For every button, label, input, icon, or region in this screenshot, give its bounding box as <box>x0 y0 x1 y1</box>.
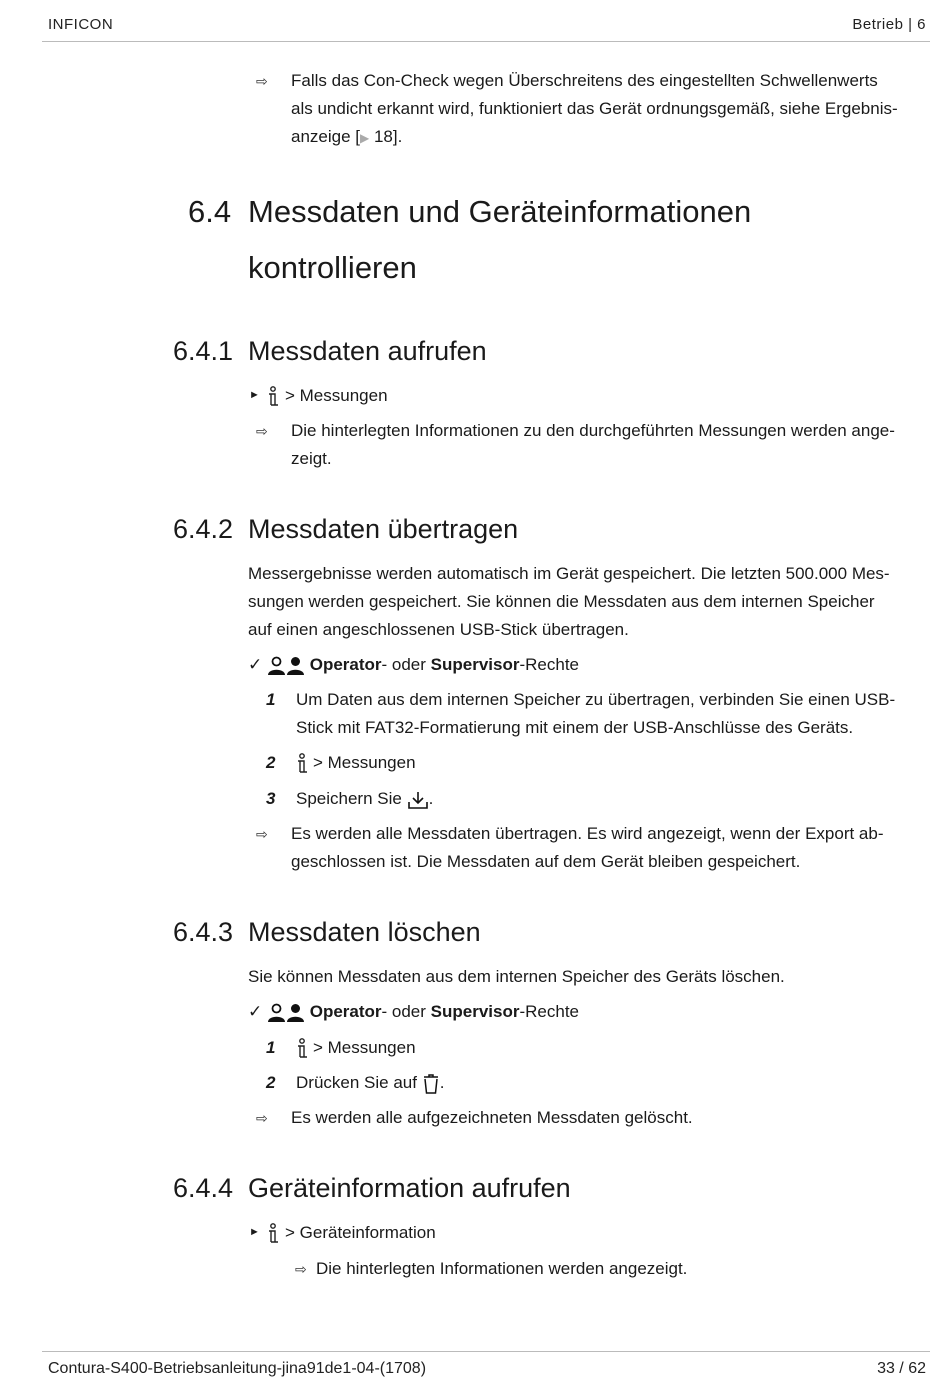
intro-result-line-2: als undicht erkannt wird, funktioniert das Gerät ordnungsgemäß, siehe Ergebnis- <box>291 99 898 118</box>
section-6-4-4-number: 6.4.4 <box>173 1173 234 1203</box>
header-divider <box>42 41 930 42</box>
step-number: 1 <box>266 690 276 709</box>
user-icon <box>267 655 286 674</box>
section-6-4-4-action: > Geräteinformation <box>285 1223 436 1242</box>
section-6-4-3-number: 6.4.3 <box>173 917 234 947</box>
section-6-4-2-result-line-2: geschlossen ist. Die Messdaten auf dem Gerät bleiben gespeichert. <box>291 852 801 871</box>
footer-page-number: 33 / 62 <box>877 1360 926 1377</box>
section-6-4-3-step-2: Drücken Sie auf . <box>296 1073 445 1092</box>
link-arrow-icon[interactable]: ▶ <box>360 131 370 145</box>
section-6-4-1-result-line-2: zeigt. <box>291 449 332 468</box>
section-6-4-2-para-line-1: Messergebnisse werden automatisch im Gerät gespeichert. Die letzten 500.000 Mes- <box>248 564 890 583</box>
info-icon <box>266 1223 280 1245</box>
section-6-4-2-step-1-line-2: Stick mit FAT32-Formatierung mit einem der USB-Anschlüsse des Geräts. <box>296 718 854 737</box>
action-triangle-icon: ► <box>249 389 260 401</box>
section-6-4-2-step-1-line-1: Um Daten aus dem internen Speicher zu übertragen, verbinden Sie einen USB- <box>296 690 896 709</box>
section-6-4-title-line-2: kontrollieren <box>248 250 417 285</box>
section-6-4-4-result: Die hinterlegten Informationen werden angezeigt. <box>316 1259 688 1278</box>
section-6-4-1-result-line-1: Die hinterlegten Informationen zu den durchgeführten Messungen werden ange- <box>291 421 895 440</box>
trash-icon[interactable] <box>422 1073 440 1092</box>
intro-result-line-1: Falls das Con-Check wegen Überschreitens des eingestellten Schwellenwerts <box>291 71 878 90</box>
intro-result-line-3: anzeige [▶ 18]. <box>291 127 403 146</box>
section-6-4-4-title: Geräteinformation aufrufen <box>248 1173 571 1203</box>
header-brand: INFICON <box>48 16 114 33</box>
section-6-4-2-requirement: ✓ Operator- oder Supervisor-Rechte <box>248 655 579 674</box>
section-6-4-2-step-2: > Messungen <box>313 753 416 772</box>
section-6-4-3-title: Messdaten löschen <box>248 917 481 947</box>
section-6-4-2-step-3: Speichern Sie . <box>296 789 434 808</box>
header-chapter: Betrieb | 6 <box>852 16 926 33</box>
result-arrow-icon: ⇨ <box>256 423 268 439</box>
info-icon <box>266 386 280 408</box>
section-6-4-1-title: Messdaten aufrufen <box>248 336 487 366</box>
result-arrow-icon: ⇨ <box>256 826 268 842</box>
section-6-4-2-title: Messdaten übertragen <box>248 514 519 544</box>
section-6-4-3-step-1: > Messungen <box>313 1038 416 1057</box>
action-triangle-icon: ► <box>249 1226 260 1238</box>
section-6-4-2-number: 6.4.2 <box>173 514 234 544</box>
checkmark-icon: ✓ <box>248 1002 263 1021</box>
section-6-4-2-para-line-3: auf einen angeschlossenen USB-Stick übertragen. <box>248 620 629 639</box>
user-icon <box>286 655 305 674</box>
info-icon <box>295 753 309 775</box>
section-6-4-1-number: 6.4.1 <box>173 336 234 366</box>
section-6-4-3-result: Es werden alle aufgezeichneten Messdaten gelöscht. <box>291 1108 693 1127</box>
user-icon <box>286 1002 305 1021</box>
step-number: 1 <box>266 1038 276 1057</box>
download-icon[interactable] <box>407 789 429 808</box>
step-number: 3 <box>266 789 276 808</box>
footer-divider <box>42 1351 930 1352</box>
step-number: 2 <box>266 753 276 772</box>
section-6-4-1-action: > Messungen <box>285 386 388 405</box>
user-icon <box>267 1002 286 1021</box>
section-6-4-number: 6.4 <box>188 194 232 229</box>
info-icon <box>295 1038 309 1060</box>
result-arrow-icon: ⇨ <box>295 1261 307 1277</box>
result-arrow-icon: ⇨ <box>256 1110 268 1126</box>
step-number: 2 <box>266 1073 276 1092</box>
section-6-4-3-para: Sie können Messdaten aus dem internen Speicher des Geräts löschen. <box>248 967 785 986</box>
section-6-4-2-para-line-2: sungen werden gespeichert. Sie können die Messdaten aus dem internen Speicher <box>248 592 875 611</box>
section-6-4-title-line-1: Messdaten und Geräteinformationen <box>248 194 752 229</box>
checkmark-icon: ✓ <box>248 655 263 674</box>
footer-document-id: Contura-S400-Betriebsanleitung-jina91de1-04-(1708) <box>48 1360 427 1377</box>
result-arrow-icon: ⇨ <box>256 73 268 89</box>
section-6-4-3-requirement: ✓ Operator- oder Supervisor-Rechte <box>248 1002 579 1021</box>
section-6-4-2-result-line-1: Es werden alle Messdaten übertragen. Es wird angezeigt, wenn der Export ab- <box>291 824 884 843</box>
